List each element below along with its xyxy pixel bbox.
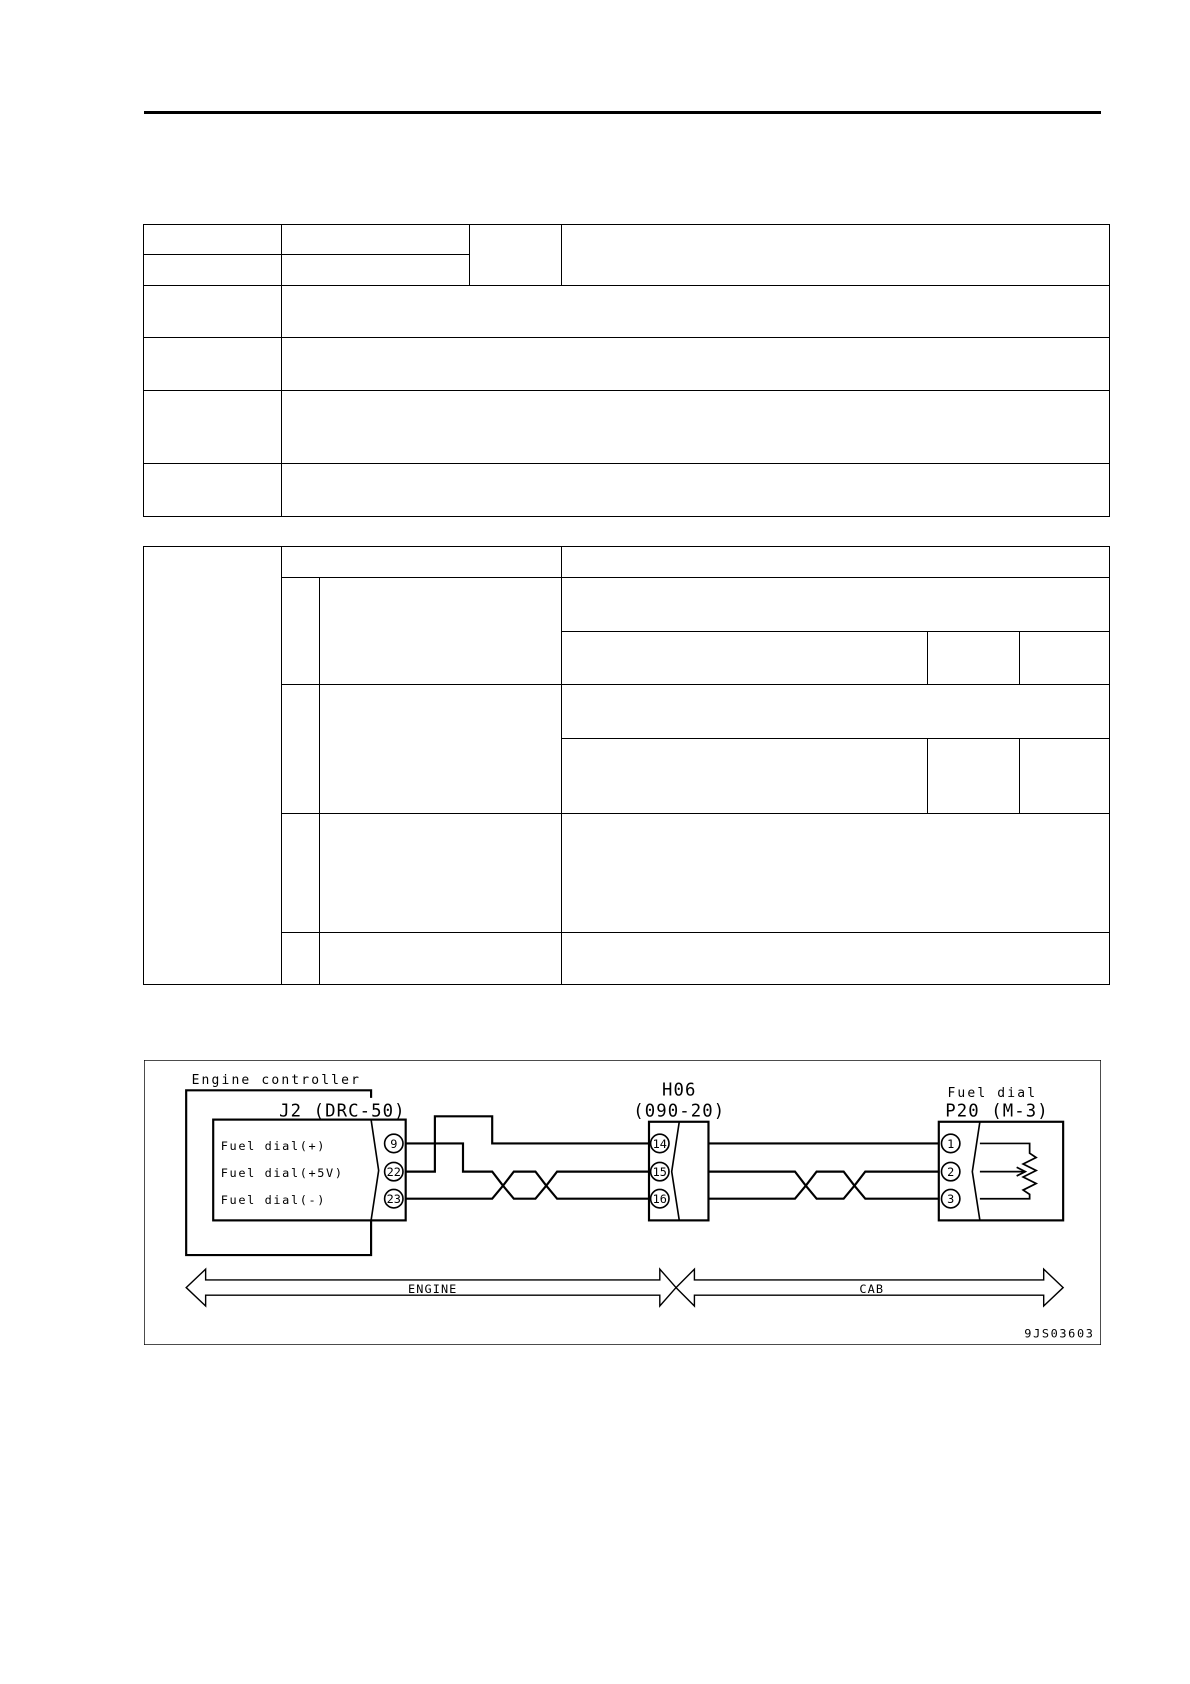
cell [144, 391, 282, 464]
h06-pins [651, 1134, 669, 1208]
cell [562, 814, 1110, 933]
cell [144, 338, 282, 391]
cell [562, 225, 1110, 286]
cell [562, 632, 928, 685]
h06-connector-type: (090-20) [633, 1101, 726, 1122]
pin-15: 15 [652, 1164, 667, 1179]
pin-16: 16 [652, 1192, 667, 1207]
cell [562, 685, 1110, 739]
pin-22: 22 [386, 1164, 401, 1179]
signal-fuel-dial-5v: Fuel dial(+5V) [220, 1166, 344, 1181]
cab-zone-label: CAB [859, 1281, 885, 1296]
cell [562, 739, 928, 814]
cell [320, 814, 562, 933]
failure-info-table [143, 224, 1110, 517]
cell [928, 739, 1020, 814]
fuel-dial-label: Fuel dial [947, 1085, 1038, 1101]
cell [282, 814, 320, 933]
cell [144, 464, 282, 517]
cell [1020, 739, 1110, 814]
p20-pins [942, 1134, 960, 1208]
cell [282, 391, 1110, 464]
pin-2: 2 [947, 1164, 955, 1179]
cell [144, 286, 282, 338]
cell [562, 933, 1110, 985]
p20-connector-label: P20 (M-3) [945, 1101, 1049, 1122]
pin-1: 1 [947, 1136, 955, 1151]
cell [1020, 632, 1110, 685]
cell [282, 933, 320, 985]
cell [282, 685, 320, 814]
cell [320, 578, 562, 685]
potentiometer-icon [980, 1143, 1036, 1198]
cell [144, 547, 282, 985]
j2-pins [385, 1134, 403, 1208]
figure-id: 9JS03603 [1024, 1326, 1095, 1341]
pin-14: 14 [652, 1136, 667, 1151]
cell [562, 578, 1110, 632]
engine-controller-label: Engine controller [191, 1072, 362, 1088]
troubleshooting-table [143, 546, 1110, 985]
j2-connector-label: J2 (DRC-50) [279, 1101, 406, 1122]
cell [282, 338, 1110, 391]
cell [282, 464, 1110, 517]
header-rule [144, 111, 1101, 114]
cell [470, 225, 562, 286]
h06-connector-label: H06 [662, 1080, 697, 1101]
cell [282, 578, 320, 685]
engine-harness-wires [406, 1116, 649, 1198]
cell [928, 632, 1020, 685]
cell [144, 225, 282, 255]
cell [320, 933, 562, 985]
cell [282, 547, 562, 578]
pin-9: 9 [390, 1136, 398, 1151]
cab-harness-wires [708, 1143, 938, 1198]
signal-fuel-dial-minus: Fuel dial(-) [220, 1193, 327, 1208]
wiring-diagram [144, 1060, 1101, 1345]
cell [562, 547, 1110, 578]
cell [282, 286, 1110, 338]
engine-zone-label: ENGINE [408, 1281, 458, 1296]
cell [282, 225, 470, 255]
pin-3: 3 [947, 1192, 955, 1207]
cell [320, 685, 562, 814]
pin-23: 23 [386, 1192, 401, 1207]
signal-fuel-dial-plus: Fuel dial(+) [220, 1138, 327, 1153]
cell [282, 255, 470, 286]
cell [144, 255, 282, 286]
